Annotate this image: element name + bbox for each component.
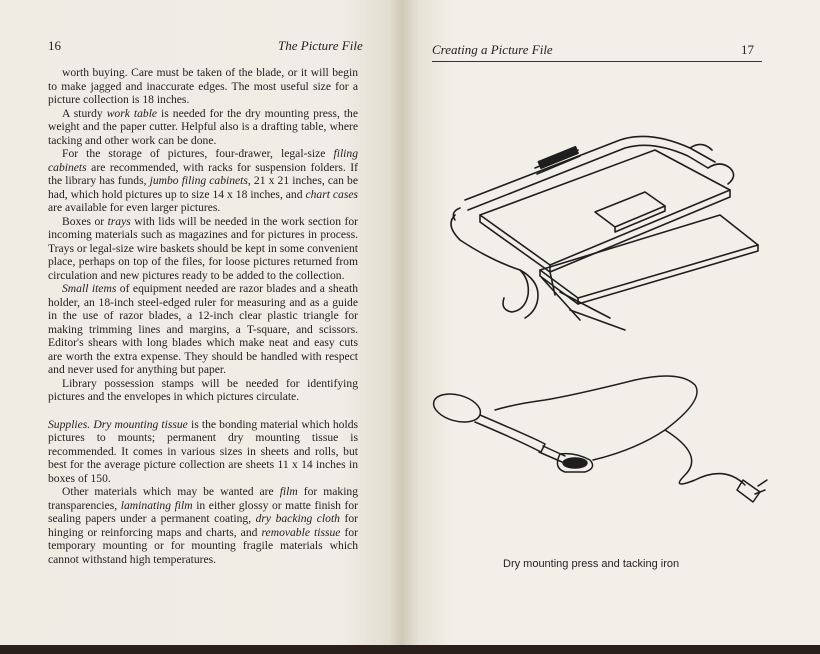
text-run: are recommended, with racks for suspension folders. If the library has funds, [48,160,358,187]
text-run: Boxes or [62,214,108,228]
text-run: worth buying. Care must be taken of the blade, or it will begin to make jagged and inaccurate edges. The most useful size for a picture collection is 18 inches. [48,66,358,106]
italic-term: filing cabinets [48,147,358,174]
italic-term: trays [107,214,131,228]
left-running-head: The Picture File [278,38,363,53]
text-run: A sturdy [62,106,107,120]
right-running-head: Creating a Picture File [432,42,553,57]
body-paragraph [48,147,358,215]
left-page [0,0,402,645]
text-run: for making transparencies, [48,485,359,512]
text-run: with lids will be needed in the work section for incoming materials such as magazines and for pictures in process. Trays or legal-size wire baskets should be kept in some convenient place, perhaps on top of the files, for loose pictures returned from circulation and new pictures ready to be added to the collection. [48,214,358,282]
italic-term: film [279,485,298,498]
illustration-caption: Dry mounting press and tacking iron [503,558,680,570]
body-paragraph [48,215,358,283]
body-paragraph [48,66,358,107]
body-paragraph [48,377,358,404]
text-run: in either glossy or matte finish for sealing papers under a permanent coating, [48,498,359,525]
italic-term: laminating film [120,498,193,512]
text-run: of equipment needed are razor blades and a sheath holder, an 18-inch steel-edged ruler for measuring and as a guide in the use of razor blades, a 12-inch clear plastic triangle for making trimming lines and margins, a T-square, and scissors. Editor's shears with long blades which make neat and easy cuts are worth the extra expense. They should be handled with respect and never used for anything but paper. [48,282,358,376]
left-page-number: 16 [48,38,61,53]
text-run: Other materials which may be wanted are [62,485,280,498]
text-run: is needed for the dry mounting press, the weight and the paper cutter. Helpful also is a drafting table, where tacking and other work can be done. [48,106,358,147]
text-run: for temporary mounting or for mounting fragile materials which cannot withstand high temperatures. [48,525,359,566]
body-paragraph [48,485,358,566]
text-run: for hinging or reinforcing maps and charts, and [48,512,359,539]
italic-term: jumbo filing cabinets [149,174,248,187]
italic-term: work table [106,106,158,120]
italic-term: Small items [62,282,117,295]
text-run: is the bonding material which holds pictures to mounts; permanent dry mounting tissue is recommended. It comes in various sizes in sheets and rolls, but best for the average picture collection are sheets 11 x 14 inches in boxes of 150. [48,417,358,485]
italic-term: chart cases [305,187,358,201]
body-paragraph [48,282,358,377]
tacking-iron-illustration [425,360,785,510]
body-paragraph [48,107,358,148]
italic-term: dry backing cloth [255,512,340,525]
text-run: , 21 x 21 inches, can be had, which hold pictures up to size 14 x 18 inches, and [48,174,358,201]
header-rule [432,61,762,62]
left-body-text [48,66,358,566]
body-paragraph [48,418,358,486]
dry-mounting-press-illustration [420,120,770,340]
italic-term: removable tissue [261,525,341,539]
italic-term: Supplies. Dry mounting tissue [48,417,188,431]
text-run: For the storage of pictures, four-drawer, legal-size [62,147,334,160]
right-page-number: 17 [741,42,754,57]
text-run: Library possession stamps will be needed for identifying pictures and the envelopes in which pictures circulate. [48,376,358,403]
text-run: are available for even larger pictures. [48,201,221,214]
